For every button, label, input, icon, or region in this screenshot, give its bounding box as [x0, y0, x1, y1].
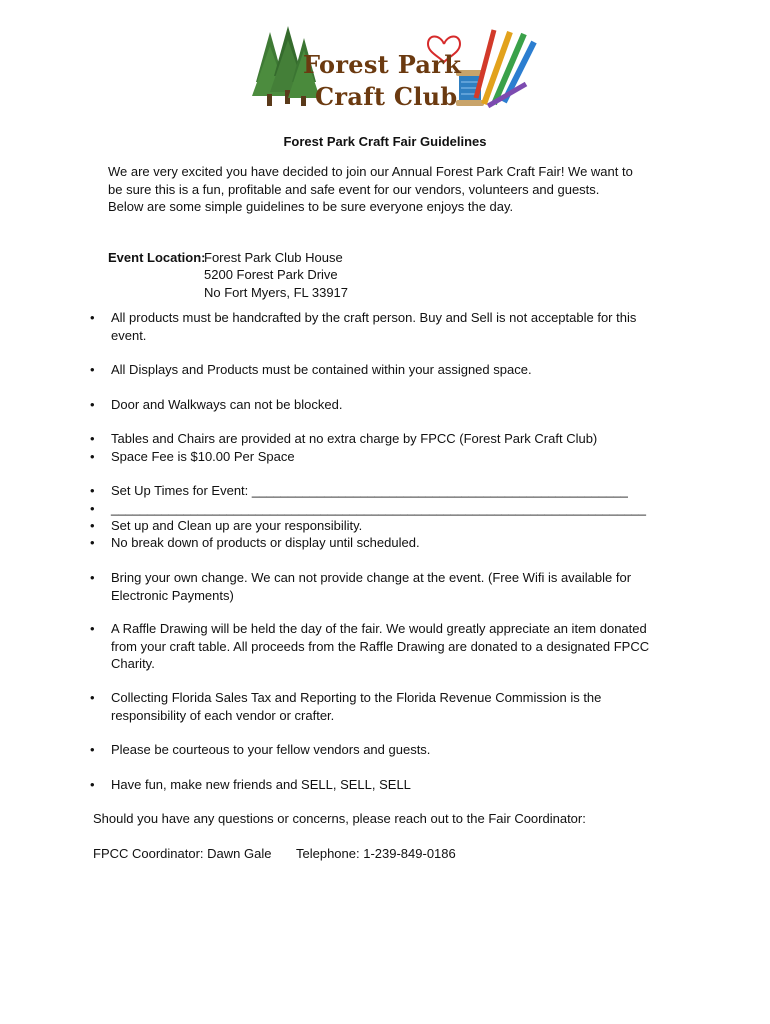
document-title: Forest Park Craft Fair Guidelines	[283, 134, 487, 149]
bullet-marker: •	[90, 621, 95, 636]
club-logo	[248, 22, 540, 114]
bullet-marker: •	[90, 518, 95, 533]
intro-line: Below are some simple guidelines to be sure everyone enjoys the day.	[108, 199, 514, 214]
guideline-item: No break down of products or display until scheduled.	[111, 535, 420, 550]
location-line: Forest Park Club House	[204, 250, 343, 265]
bullet-marker: •	[90, 570, 95, 585]
bullet-marker: •	[90, 535, 95, 550]
guideline-item: Have fun, make new friends and SELL, SELL, SELL	[111, 777, 411, 792]
guideline-item: Space Fee is $10.00 Per Space	[111, 449, 295, 464]
guideline-item: All Displays and Products must be contained within your assigned space.	[111, 362, 532, 377]
guideline-item: Please be courteous to your fellow vendors and guests.	[111, 742, 431, 757]
guideline-item	[111, 309, 636, 344]
location-line: No Fort Myers, FL 33917	[204, 285, 349, 300]
guideline-item: Tables and Chairs are provided at no extra charge by FPCC (Forest Park Craft Club)	[111, 431, 598, 446]
bullet-marker: •	[90, 449, 95, 464]
guideline-item	[111, 620, 649, 673]
event-location-label: Event Location:	[108, 250, 206, 265]
logo-text-line2: Craft Club	[315, 82, 458, 111]
bullet-marker: •	[90, 777, 95, 792]
guideline-text: A Raffle Drawing will be held the day of the fair. We would greatly appreciate an item donated	[111, 621, 647, 636]
closing-question: Should you have any questions or concerns, please reach out to the Fair Coordinator:	[93, 811, 586, 826]
intro-line: be sure this is a fun, profitable and safe event for our vendors, volunteers and guests.	[108, 181, 600, 197]
event-location	[108, 249, 206, 267]
coordinator-telephone: Telephone: 1-239-849-0186	[296, 846, 456, 861]
guideline-text: Charity.	[111, 656, 155, 671]
guideline-text: Bring your own change. We can not provide change at the event. (Free Wifi is available for	[111, 570, 632, 585]
colored-pencils-icon	[476, 30, 534, 106]
guideline-item: Set up and Clean up are your responsibility.	[111, 518, 363, 533]
guideline-item	[111, 689, 601, 724]
blank-line-field: __________________________________________________________________________	[111, 501, 647, 516]
coordinator-name: FPCC Coordinator: Dawn Gale	[93, 846, 272, 861]
setup-times-field: Set Up Times for Event: ____________________________________________________	[111, 483, 628, 498]
intro-line: We are very excited you have decided to join our Annual Forest Park Craft Fair! We want to	[108, 164, 633, 179]
logo-text-line1: Forest Park	[303, 50, 462, 79]
guideline-text: event.	[111, 327, 147, 343]
bullet-marker: •	[90, 501, 95, 516]
bullet-marker: •	[90, 483, 95, 498]
location-line: 5200 Forest Park Drive	[204, 267, 338, 282]
guideline-item: Door and Walkways can not be blocked.	[111, 397, 343, 412]
guideline-text: from your craft table. All proceeds from the Raffle Drawing are donated to a designated FPCC	[111, 638, 650, 654]
guideline-text: All products must be handcrafted by the craft person. Buy and Sell is not acceptable for this	[111, 310, 637, 325]
bullet-marker: •	[90, 431, 95, 446]
bullet-marker: •	[90, 362, 95, 377]
guideline-text: Electronic Payments)	[111, 587, 234, 603]
bullet-marker: •	[90, 690, 95, 705]
bullet-marker: •	[90, 742, 95, 757]
guideline-text: Collecting Florida Sales Tax and Reporting to the Florida Revenue Commission is the	[111, 690, 602, 705]
guideline-item	[111, 569, 631, 604]
bullet-marker: •	[90, 397, 95, 412]
intro-paragraph	[108, 163, 633, 216]
guideline-text: responsibility of each vendor or crafter.	[111, 707, 335, 723]
bullet-marker: •	[90, 310, 95, 325]
